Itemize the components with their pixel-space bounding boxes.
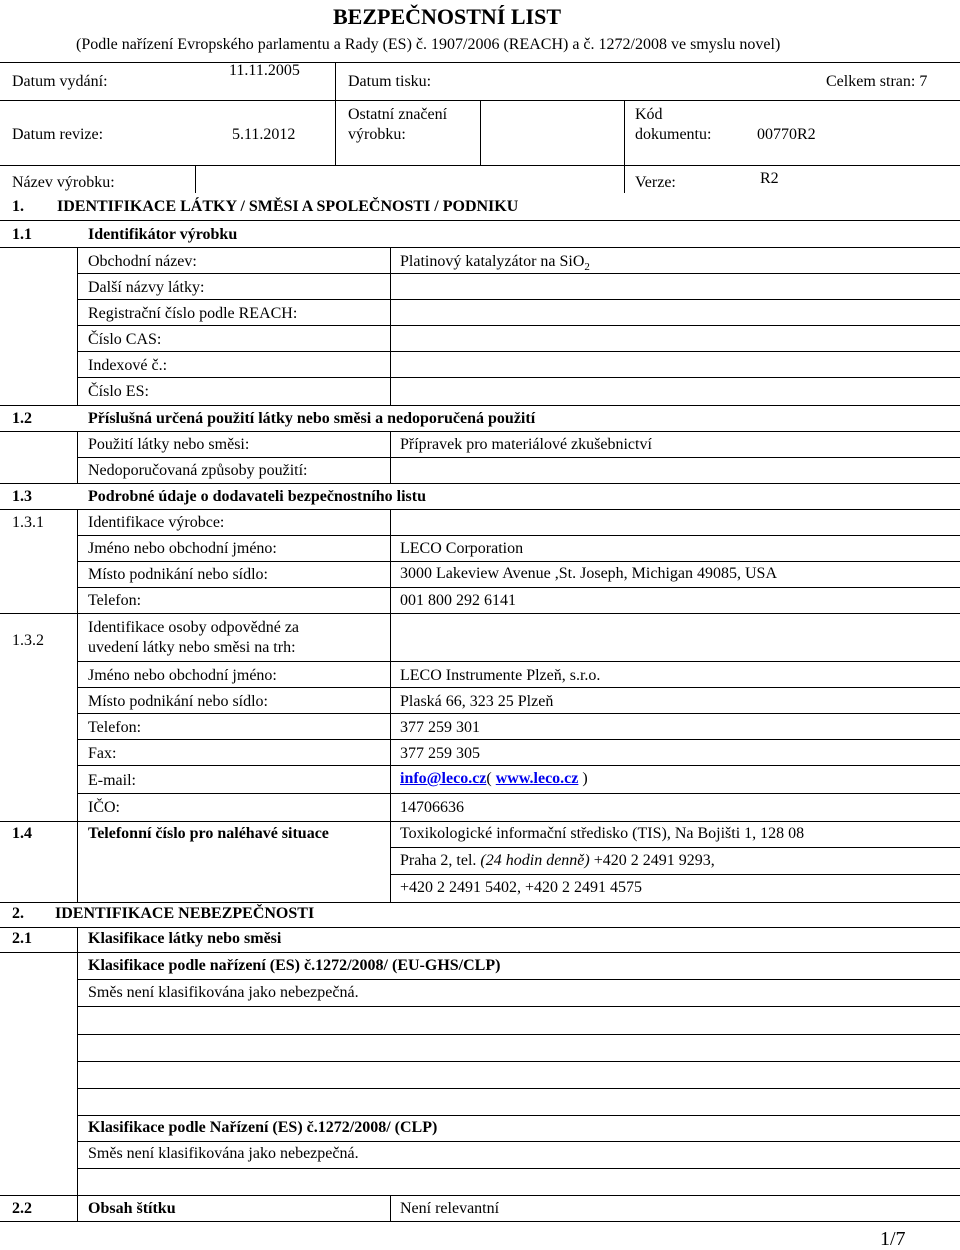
section-1-3-number: 1.3	[12, 488, 32, 505]
row-rule	[77, 273, 960, 274]
clp2-classification-title: Klasifikace podle Nařízení (ES) č.1272/2008/ (CLP)	[88, 1119, 438, 1136]
version-value: R2	[760, 170, 779, 187]
row-rule	[0, 821, 960, 822]
row-rule	[77, 1034, 960, 1035]
section-1-1-title: Identifikátor výrobku	[88, 226, 238, 243]
row-rule	[77, 687, 960, 688]
emergency-line-3: +420 2 2491 5402, +420 2 2491 4575	[400, 879, 643, 896]
section-1-3-title: Podrobné údaje o dodavateli bezpečnostního listu	[88, 488, 426, 505]
use-value: Přípravek pro materiálové zkušebnictví	[400, 436, 652, 453]
email-link[interactable]: info@leco.cz	[400, 770, 487, 787]
row-rule	[0, 247, 960, 248]
section-1-2-title: Příslušná určená použití látky nebo směsi a nedoporučená použití	[88, 410, 536, 427]
row-rule	[77, 1061, 960, 1062]
email-web-line: info@leco.cz( www.leco.cz )	[400, 770, 588, 787]
place2-label: Místo podnikání nebo sídlo:	[88, 693, 268, 710]
row-rule	[77, 739, 960, 740]
section-1-number: 1.	[12, 198, 24, 215]
section-2-1-title: Klasifikace látky nebo směsi	[88, 930, 282, 947]
phone-label: Telefon:	[88, 592, 142, 609]
section-1-4-title: Telefonní číslo pro naléhavé situace	[88, 825, 329, 842]
row-rule	[77, 713, 960, 714]
row-rule	[77, 1115, 960, 1116]
row-rule	[390, 847, 960, 848]
place-value: 3000 Lakeview Avenue ,St. Joseph, Michigan 49085, USA	[400, 565, 777, 582]
label-content-value: Není relevantní	[400, 1200, 500, 1217]
row-rule	[0, 902, 960, 903]
section-2-1-number: 2.1	[12, 930, 32, 947]
header-divider	[480, 100, 481, 165]
place-label: Místo podnikání nebo sídlo:	[88, 566, 268, 583]
row-rule	[0, 483, 960, 484]
revision-date: 5.11.2012	[232, 126, 296, 143]
other-marking-label-2: výrobku:	[348, 126, 406, 143]
row-rule	[77, 765, 960, 766]
row-rule	[77, 325, 960, 326]
row-rule	[77, 661, 960, 662]
row-rule	[77, 535, 960, 536]
section-rule	[0, 927, 960, 928]
document-subtitle: (Podle nařízení Evropského parlamentu a Rady (ES) č. 1907/2006 (REACH) a č. 1272/2008 ve smyslu novel)	[76, 36, 781, 53]
other-names-label: Další názvy látky:	[88, 279, 205, 296]
doc-code-label-2: dokumentu:	[635, 126, 712, 143]
name-label: Jméno nebo obchodní jméno:	[88, 540, 277, 557]
row-rule	[77, 561, 960, 562]
row-rule	[77, 1006, 960, 1007]
page-number: 1/7	[880, 1228, 906, 1250]
row-rule	[0, 1195, 960, 1196]
row-rule	[77, 1088, 960, 1089]
trade-name-label: Obchodní název:	[88, 253, 197, 270]
document-title: BEZPEČNOSTNÍ LIST	[333, 4, 562, 29]
name2-label: Jméno nebo obchodní jméno:	[88, 667, 277, 684]
issue-date-label: Datum vydání:	[12, 73, 108, 90]
column-divider	[390, 1195, 391, 1221]
row-rule	[77, 351, 960, 352]
section-2-2-title: Obsah štítku	[88, 1200, 176, 1217]
clp2-classification-text: Směs není klasifikována jako nebezpečná.	[88, 1145, 359, 1162]
place2-value: Plaská 66, 323 25 Plzeň	[400, 693, 554, 710]
cas-label: Číslo CAS:	[88, 331, 162, 348]
header-divider	[195, 165, 196, 193]
row-rule	[0, 1221, 960, 1222]
column-divider	[77, 1195, 78, 1221]
web-link[interactable]: www.leco.cz	[495, 770, 579, 787]
phone-value: 001 800 292 6141	[400, 592, 516, 609]
fax-label: Fax:	[88, 745, 117, 762]
header-divider	[624, 165, 625, 193]
row-rule	[390, 874, 960, 875]
issue-date: 11.11.2005	[229, 62, 300, 79]
responsible-label: Identifikace osoby odpovědné za	[88, 619, 300, 636]
row-rule	[77, 377, 960, 378]
ico-value: 14706636	[400, 799, 464, 816]
phone2-value: 377 259 301	[400, 719, 480, 736]
header-rule	[0, 62, 960, 63]
responsible-label-2: uvedení látky nebo směsi na trh:	[88, 639, 296, 656]
column-divider	[390, 247, 391, 405]
header-divider	[624, 100, 625, 165]
manufacturer-label: Identifikace výrobce:	[88, 514, 225, 531]
product-name-label: Název výrobku:	[12, 174, 115, 191]
row-rule	[77, 979, 960, 980]
section-2-2-number: 2.2	[12, 1200, 32, 1217]
section-1-3-1-number: 1.3.1	[12, 514, 44, 531]
header-divider	[335, 62, 336, 165]
row-rule	[77, 457, 960, 458]
reach-label: Registrační číslo podle REACH:	[88, 305, 298, 322]
section-1-title: IDENTIFIKACE LÁTKY / SMĚSI A SPOLEČNOSTI / PODNIKU	[57, 198, 519, 215]
trade-name-value: Platinový katalyzátor na SiO$_2$	[400, 253, 590, 274]
section-rule	[0, 220, 960, 221]
es-label: Číslo ES:	[88, 383, 149, 400]
row-rule	[77, 793, 960, 794]
row-rule	[77, 1168, 960, 1169]
column-divider	[390, 821, 391, 902]
section-2-number: 2.	[12, 905, 24, 922]
header-rule	[0, 165, 960, 166]
revision-date-label: Datum revize:	[12, 126, 104, 143]
row-rule	[0, 952, 960, 953]
column-divider	[390, 509, 391, 821]
phone2-label: Telefon:	[88, 719, 142, 736]
name-value: LECO Corporation	[400, 540, 524, 557]
print-date-label: Datum tisku:	[348, 73, 432, 90]
column-divider	[77, 247, 78, 405]
emergency-line-1: Toxikologické informační středisko (TIS), Na Bojišti 1, 128 08	[400, 825, 805, 842]
email-label: E-mail:	[88, 772, 136, 789]
row-rule	[0, 431, 960, 432]
clp-classification-title: Klasifikace podle nařízení (ES) č.1272/2008/ (EU-GHS/CLP)	[88, 957, 501, 974]
row-rule	[0, 509, 960, 510]
section-1-3-2-number: 1.3.2	[12, 632, 44, 649]
doc-code-label: Kód	[635, 106, 663, 123]
index-label: Indexové č.:	[88, 357, 168, 374]
ico-label: IČO:	[88, 799, 120, 816]
version-label: Verze:	[635, 174, 676, 191]
row-rule	[77, 587, 960, 588]
section-2-title: IDENTIFIKACE NEBEZPEČNOSTI	[55, 905, 315, 922]
section-1-2-number: 1.2	[12, 410, 32, 427]
column-divider	[77, 509, 78, 821]
row-rule	[77, 299, 960, 300]
row-rule	[0, 613, 960, 614]
other-marking-label: Ostatní značení	[348, 106, 448, 123]
not-recommended-label: Nedoporučovaná způsoby použití:	[88, 462, 308, 479]
name2-value: LECO Instrumente Plzeň, s.r.o.	[400, 667, 601, 684]
clp-classification-text: Směs není klasifikována jako nebezpečná.	[88, 984, 359, 1001]
emergency-line-2: Praha 2, tel. (24 hodin denně) +420 2 2491 9293,	[400, 852, 715, 869]
section-1-4-number: 1.4	[12, 825, 32, 842]
fax-value: 377 259 305	[400, 745, 480, 762]
row-rule	[0, 405, 960, 406]
total-pages: Celkem stran: 7	[826, 73, 928, 90]
use-label: Použití látky nebo směsi:	[88, 436, 250, 453]
column-divider	[77, 821, 78, 902]
row-rule	[77, 1141, 960, 1142]
section-1-1-number: 1.1	[12, 226, 32, 243]
doc-code: 00770R2	[757, 126, 816, 143]
